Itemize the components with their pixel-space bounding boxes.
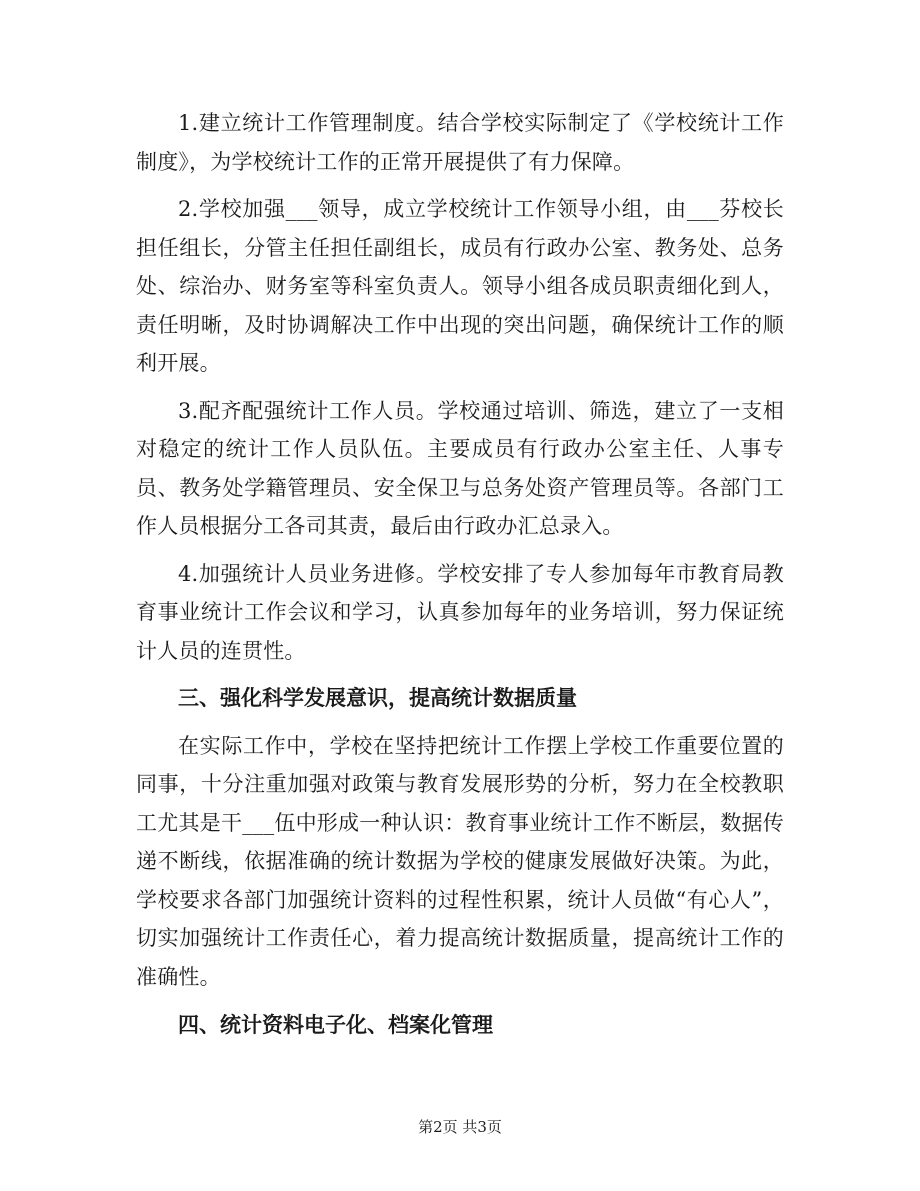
paragraph-1: 1.建立统计工作管理制度。结合学校实际制定了《学校统计工作制度》，为学校统计工作的正常开展提供了有力保障。 bbox=[136, 111, 784, 174]
paragraph-2: 2.学校加强___领导，成立学校统计工作领导小组，由___芬校长担任组长，分管主任担任副组长，成员有行政办公室、教务处、总务处、综治办、财务室等科室负责人。领导小组各成员职责细化到人，责任明晰，及时协调解决工作中出现的突出问题，确保统计工作的顺利开展。 bbox=[136, 197, 784, 375]
page-number-footer: 第2页 共3页 bbox=[418, 1118, 502, 1136]
document-body bbox=[136, 104, 784, 1054]
paragraph-3: 3.配齐配强统计工作人员。学校通过培训、筛选，建立了一支相对稳定的统计工作人员队伍。主要成员有行政办公室主任、人事专员、教务处学籍管理员、安全保卫与总务处资产管理员等。各部门工作人员根据分工各司其责，最后由行政办汇总录入。 bbox=[136, 398, 784, 538]
paragraph-5: 在实际工作中，学校在坚持把统计工作摆上学校工作重要位置的同事，十分注重加强对政策与教育发展形势的分析，努力在全校教职工尤其是干___伍中形成一种认识：教育事业统计工作不断层，数据传递不断线，依据准确的统计数据为学校的健康发展做好决策。为此，学校要求各部门加强统计资料的过程性积累，统计人员做“有心人”，切实加强统计工作责任心，着力提高统计数据质量，提高统计工作的准确性。 bbox=[136, 733, 784, 989]
section-heading-4: 四、统计资料电子化、档案化管理 bbox=[178, 1012, 493, 1037]
section-heading-3: 三、强化科学发展意识，提高统计数据质量 bbox=[178, 685, 577, 710]
paragraph-4: 4.加强统计人员业务进修。学校安排了专人参加每年市教育局教育事业统计工作会议和学习，认真参加每年的业务培训，努力保证统计人员的连贯性。 bbox=[136, 561, 784, 663]
